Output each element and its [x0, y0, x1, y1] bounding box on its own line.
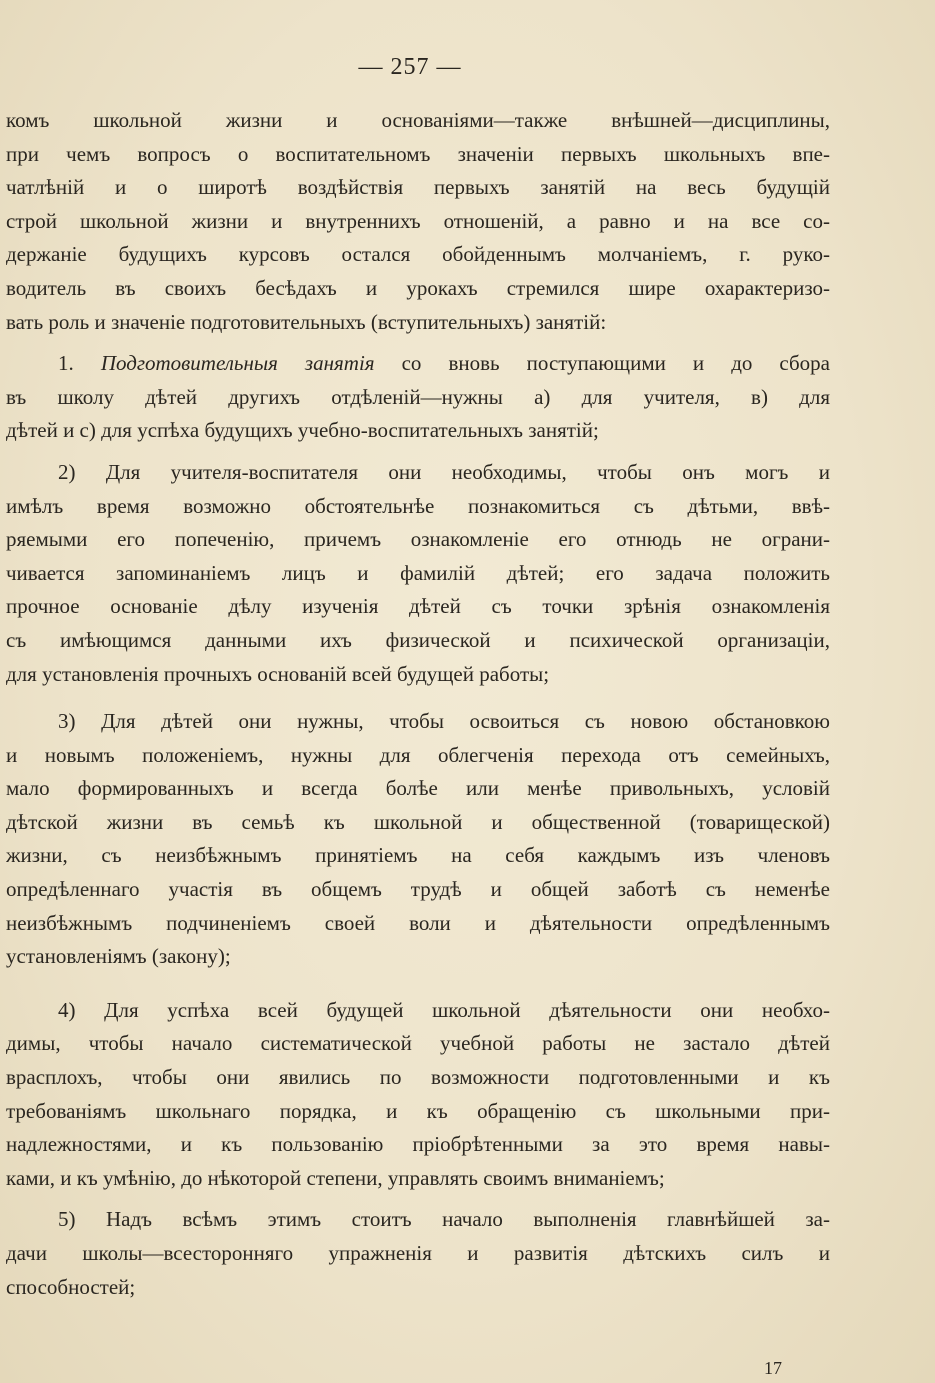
- italic-term: Подготовительныя занятія: [100, 351, 375, 376]
- text-line: держаніе будущихъ курсовъ остался обойденнымъ молчаніемъ, г. руко-: [6, 242, 830, 267]
- line-rest: со вновь поступающими и до сбора: [374, 351, 830, 376]
- signature-mark: 17: [764, 1358, 782, 1378]
- text-line: для установленія прочныхъ основаній всей будущей работы;: [6, 661, 550, 686]
- text-line: при чемъ вопросъ о воспитательномъ значеніи первыхъ школьныхъ впе-: [6, 141, 830, 166]
- paragraph-item-1: [6, 347, 830, 448]
- text-line: установленіямъ (закону);: [6, 944, 231, 969]
- paragraph-item-2: [6, 456, 830, 691]
- paragraph-intro: [6, 104, 830, 339]
- text-line: прочное основаніе дѣлу изученія дѣтей съ точки зрѣнія ознакомленія: [6, 594, 830, 619]
- text-line: вать роль и значеніе подготовительныхъ (вступительныхъ) занятій:: [6, 309, 607, 334]
- text-line: ряемыми его попеченію, причемъ ознакомленіе его отнюдь не ограни-: [6, 527, 830, 552]
- text-line: строй школьной жизни и внутреннихъ отношеній, а равно и на все со-: [6, 208, 830, 233]
- item-number: 1.: [58, 351, 101, 376]
- paragraph-item-4: [6, 994, 830, 1196]
- text-line: имѣлъ время возможно обстоятельнѣе познакомиться съ дѣтьми, ввѣ-: [6, 493, 830, 518]
- text-line: мало формированныхъ и всегда болѣе или менѣе привольныхъ, условій: [6, 776, 830, 801]
- paragraph-item-3: [6, 705, 830, 974]
- text-line: требованіямъ школьнаго порядка, и къ обращенію съ школьными при-: [6, 1098, 830, 1123]
- text-line: [6, 347, 830, 381]
- text-line: дачи школы—всесторонняго упражненія и развитія дѣтскихъ силъ и: [6, 1241, 830, 1265]
- text-line: дѣтской жизни въ семьѣ къ школьной и общественной (товарищеской): [6, 809, 830, 834]
- paragraph-item-5: [6, 1203, 830, 1304]
- text-line: съ имѣющимся данными ихъ физической и психической организаціи,: [6, 627, 830, 652]
- text-line: и новымъ положеніемъ, нужны для облегченія перехода отъ семейныхъ,: [6, 742, 830, 767]
- text-line: водитель въ своихъ бесѣдахъ и урокахъ стремился шире охарактеризо-: [6, 275, 830, 300]
- text-line: 5) Надъ всѣмъ этимъ стоитъ начало выполненія главнѣйшей за-: [58, 1207, 830, 1232]
- text-line: жизни, съ неизбѣжнымъ принятіемъ на себя каждымъ изъ членовъ: [6, 843, 830, 868]
- text-line: 3) Для дѣтей они нужны, чтобы освоиться съ новою обстановкою: [58, 709, 830, 734]
- page-number: — 257 —: [358, 54, 462, 80]
- text-line: димы, чтобы начало систематической учебной работы не застало дѣтей: [6, 1031, 830, 1056]
- text-line: ками, и къ умѣнію, до нѣкоторой степени, управлять своимъ вниманіемъ;: [6, 1165, 665, 1190]
- text-line: надлежностями, и къ пользованію пріобрѣтенными за это время навы-: [6, 1132, 830, 1157]
- text-line: 2) Для учителя-воспитателя они необходимы, чтобы онъ могъ и: [58, 459, 830, 484]
- text-line: опредѣленнаго участія въ общемъ трудѣ и общей заботѣ съ неменѣе: [6, 877, 830, 902]
- text-line: способностей;: [6, 1274, 136, 1299]
- text-line: въ школу дѣтей другихъ отдѣленій—нужны а) для учителя, в) для: [6, 384, 830, 409]
- text-line: чивается запоминаніемъ лицъ и фамилій дѣтей; его задача положить: [6, 560, 830, 585]
- text-line: комъ школьной жизни и основаніями—также внѣшней—дисциплины,: [6, 108, 830, 132]
- text-line: чатлѣній и о широтѣ воздѣйствія первыхъ занятій на весь будущій: [6, 175, 830, 200]
- text-line: дѣтей и с) для успѣха будущихъ учебно-воспитательныхъ занятій;: [6, 418, 599, 443]
- page-text: [6, 104, 830, 1304]
- text-line: неизбѣжнымъ подчиненіемъ своей воли и дѣятельности опредѣленнымъ: [6, 910, 830, 935]
- text-line: врасплохъ, чтобы они явились по возможности подготовленными и къ: [6, 1065, 830, 1090]
- text-line: 4) Для успѣха всей будущей школьной дѣятельности они необхо-: [58, 997, 830, 1022]
